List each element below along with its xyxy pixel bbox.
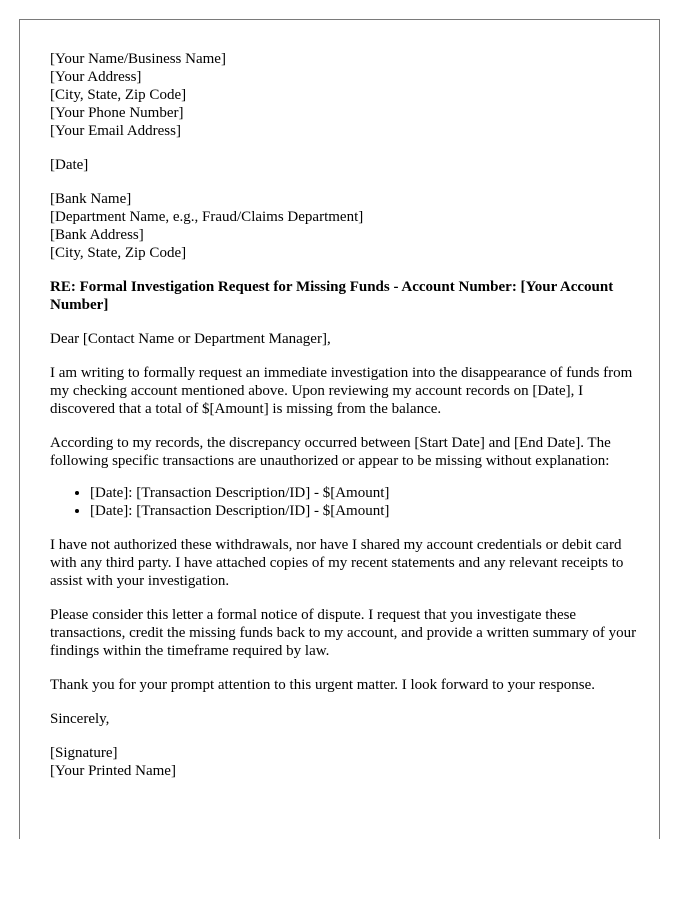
transaction-list [50,484,640,520]
recipient-block [50,190,640,262]
sender-email: [Your Email Address] [50,123,181,139]
printed-name: [Your Printed Name] [50,763,176,779]
letter-date: [Date] [50,157,89,173]
body-paragraph-1: I am writing to formally request an immediate investigation into the disappearance of funds from my checking account mentioned above. Upon reviewing my account records on [Date], I discovered that a total of $[Amount] is missing from the balance. [50,365,633,417]
body-paragraph-3: I have not authorized these withdrawals, nor have I shared my account credentials or debit card with any third party. I have attached copies of my recent statements and any relevant receipts to assist with your investigation. [50,537,624,589]
body-paragraph-2: According to my records, the discrepancy occurred between [Start Date] and [End Date]. The following specific transactions are unauthorized or appear to be missing without explanation: [50,435,611,469]
sender-address: [Your Address] [50,69,142,85]
date-block [50,156,640,174]
sender-name: [Your Name/Business Name] [50,51,226,67]
letter-content [50,50,640,796]
recipient-department: [Department Name, e.g., Fraud/Claims Department] [50,209,364,225]
signature: [Signature] [50,745,118,761]
closing: Sincerely, [50,711,110,727]
recipient-bank-address: [Bank Address] [50,227,144,243]
sender-phone: [Your Phone Number] [50,105,184,121]
recipient-bank-name: [Bank Name] [50,191,132,207]
transaction-item: • [Date]: [Transaction Description/ID] - $[Amount] [90,484,640,502]
salutation: Dear [Contact Name or Department Manager], [50,331,331,347]
body-paragraph-5: Thank you for your prompt attention to this urgent matter. I look forward to your response. [50,677,596,693]
body-paragraph-4: Please consider this letter a formal notice of dispute. I request that you investigate these transactions, credit the missing funds back to my account, and provide a written summary of your findings within the timeframe required by law. [50,607,637,659]
sender-block [50,50,640,140]
signature-block [50,744,640,780]
recipient-city-state-zip: [City, State, Zip Code] [50,245,187,261]
letter-page [19,19,660,839]
sender-city-state-zip: [City, State, Zip Code] [50,87,187,103]
subject-line: RE: Formal Investigation Request for Missing Funds - Account Number: [Your Account Number] [50,279,614,313]
transaction-item: • [Date]: [Transaction Description/ID] - $[Amount] [90,502,640,520]
